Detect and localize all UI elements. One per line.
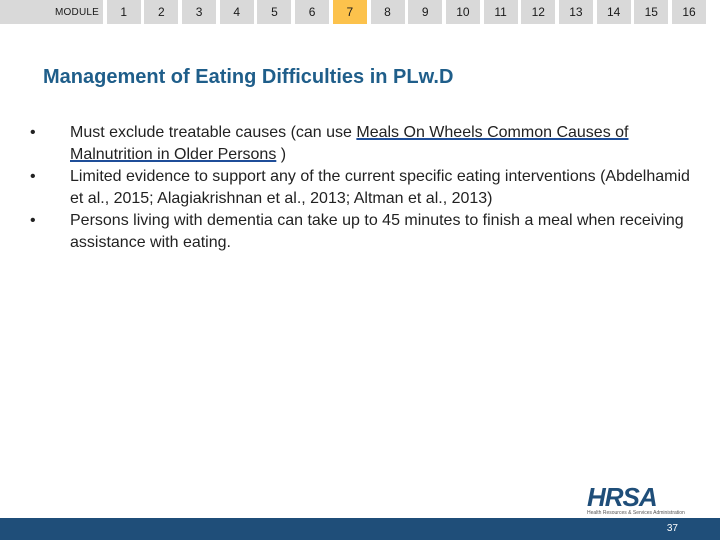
module-tab-8[interactable]: 8 [371, 0, 405, 24]
module-tab-14[interactable]: 14 [597, 0, 631, 24]
meals-on-wheels-link[interactable]: Meals On Wheels Common Causes of Malnutrition in Older Persons [70, 124, 629, 163]
bullet-text-after: ) [276, 146, 287, 163]
bullet-list [30, 122, 690, 254]
module-tab-11[interactable]: 11 [484, 0, 518, 24]
module-tab-3[interactable]: 3 [182, 0, 216, 24]
module-tab-15[interactable]: 15 [634, 0, 668, 24]
bullet-text: Limited evidence to support any of the current specific eating interventions (Abdelhamid et al., 2015; Alagiakrishnan et al., 2013; Altman et al., 2013) [70, 168, 690, 207]
hrsa-logo [587, 482, 687, 516]
bullet-item-limited-evidence [30, 166, 690, 210]
module-tab-7[interactable]: 7 [333, 0, 367, 24]
module-tab-2[interactable]: 2 [144, 0, 178, 24]
bullet-text: Persons living with dementia can take up to 45 minutes to finish a meal when receiving assistance with eating. [70, 212, 684, 251]
module-tab-13[interactable]: 13 [559, 0, 593, 24]
bullet-marker: • [30, 212, 36, 229]
module-tab-9[interactable]: 9 [408, 0, 442, 24]
page-title: Management of Eating Difficulties in PLw.D [43, 66, 454, 88]
module-tab-6[interactable]: 6 [295, 0, 329, 24]
bullet-marker: • [30, 124, 36, 141]
bullet-item-exclude-causes [30, 122, 690, 166]
module-tab-1[interactable]: 1 [107, 0, 141, 24]
bullet-marker: • [30, 168, 36, 185]
module-nav [0, 0, 720, 24]
bullet-text [70, 122, 690, 166]
module-tab-5[interactable]: 5 [257, 0, 291, 24]
bullet-item-meal-time [30, 210, 690, 254]
bullet-text-before: Must exclude treatable causes (can use [70, 124, 357, 141]
hrsa-logo-tagline: Health Resources & Services Administration [587, 510, 685, 516]
hrsa-logo-mark: HRSA [587, 482, 657, 512]
module-tab-12[interactable]: 12 [521, 0, 555, 24]
module-tab-10[interactable]: 10 [446, 0, 480, 24]
page-number: 37 [666, 523, 678, 534]
module-tab-16[interactable]: 16 [672, 0, 706, 24]
module-tab-4[interactable]: 4 [220, 0, 254, 24]
footer-bar [0, 518, 720, 540]
module-label: MODULE [0, 0, 103, 24]
